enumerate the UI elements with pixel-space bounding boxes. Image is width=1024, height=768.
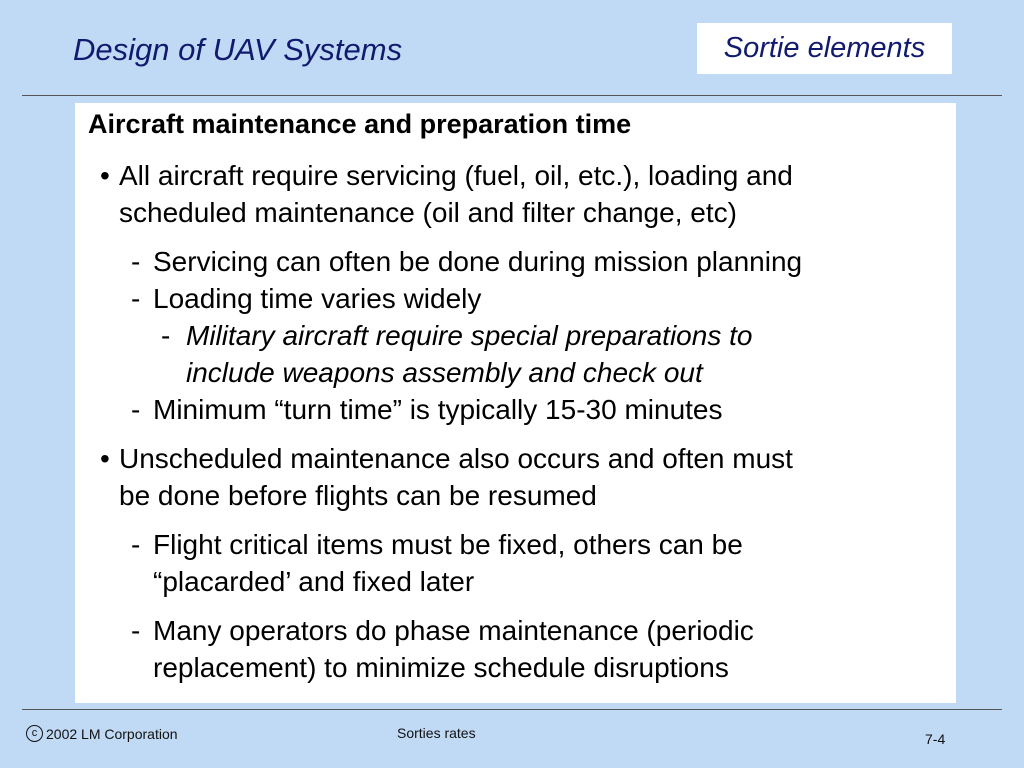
dash-marker: - [131, 394, 141, 425]
subitem-servicing-planning [131, 243, 802, 280]
bullet-item-unscheduled [100, 440, 793, 514]
subitem-line: Minimum “turn time” is typically 15-30 minutes [153, 394, 723, 425]
subitem-line: Flight critical items must be fixed, others can be [153, 529, 743, 560]
footer-center-text: Sorties rates [397, 725, 476, 741]
bullet-line: scheduled maintenance (oil and filter change, etc) [119, 197, 737, 228]
bullet-line: All aircraft require servicing (fuel, oil, etc.), loading and [119, 160, 793, 191]
section-title-box [697, 23, 952, 74]
dash-marker: - [131, 246, 141, 277]
subsubitem-line: include weapons assembly and check out [186, 357, 703, 388]
subitem-loading-time [131, 280, 481, 317]
bullet-marker: • [100, 443, 110, 474]
bullet-item-servicing [100, 157, 793, 231]
header-rule [22, 95, 1002, 96]
content-panel [75, 103, 956, 703]
subsubitem-military [161, 317, 752, 391]
bullet-line: be done before flights can be resumed [119, 480, 597, 511]
footer-rule [22, 709, 1002, 710]
subitem-line: replacement) to minimize schedule disruptions [153, 652, 729, 683]
dash-marker: - [131, 283, 141, 314]
subitem-turn-time [131, 391, 723, 428]
copyright-icon: c [26, 725, 43, 742]
subitem-line: Servicing can often be done during mission planning [153, 246, 803, 277]
page-number: 7-4 [925, 731, 946, 747]
subitem-line: Loading time varies widely [153, 283, 482, 314]
subitem-line: “placarded’ and fixed later [153, 566, 475, 597]
footer-copyright [26, 725, 178, 742]
dash-marker: - [161, 320, 171, 351]
subitem-flight-critical [131, 526, 743, 600]
copyright-text: 2002 LM Corporation [46, 725, 178, 742]
section-title: Sortie elements [723, 32, 926, 64]
content-heading: Aircraft maintenance and preparation time [88, 109, 632, 139]
subitem-line: Many operators do phase maintenance (periodic [153, 615, 754, 646]
bullet-marker: • [100, 160, 110, 191]
course-title: Design of UAV Systems [73, 32, 403, 67]
subitem-phase-maintenance [131, 612, 754, 686]
dash-marker: - [131, 615, 141, 646]
bullet-line: Unscheduled maintenance also occurs and often must [119, 443, 793, 474]
subsubitem-line: Military aircraft require special preparations to [186, 320, 753, 351]
dash-marker: - [131, 529, 141, 560]
